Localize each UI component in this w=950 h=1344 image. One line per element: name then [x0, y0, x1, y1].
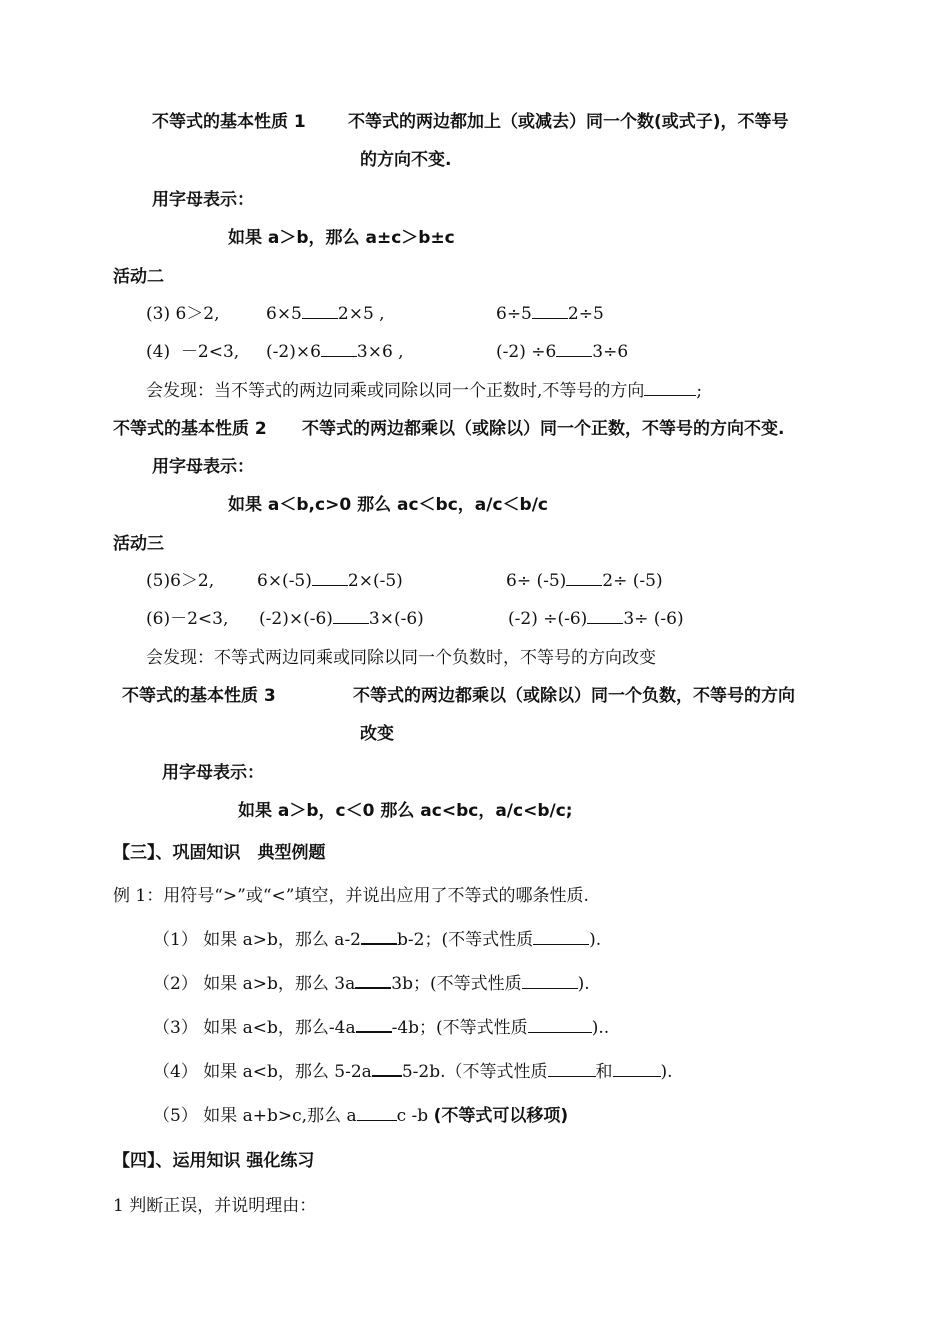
example-item-5 [153, 1105, 568, 1127]
prop2-letters-label: 用字母表示： [152, 457, 254, 477]
example-item-4 [153, 1061, 673, 1083]
answer-blank[interactable] [361, 929, 397, 945]
answer-blank[interactable] [357, 1106, 397, 1121]
answer-blank[interactable] [644, 381, 696, 396]
answer-blank[interactable] [613, 1062, 661, 1077]
prop1-text-cont: 的方向不变. [360, 150, 452, 170]
row3-b-right: 2×5 , [337, 304, 385, 324]
finding-end: ; [696, 381, 703, 401]
item-number: （4） [153, 1062, 198, 1082]
row6-a: (6)－2<3, [146, 609, 229, 629]
prop2-formula: 如果 a＜b,c>0 那么 ac＜bc，a/c＜b/c [228, 495, 549, 515]
item-number: （5） [153, 1106, 198, 1126]
example1-intro: 例 1：用符号“>”或“<”填空，并说出应用了不等式的哪条性质. [113, 886, 589, 906]
row4-b-right: 3×6 , [356, 342, 404, 362]
prop2-text: 不等式的两边都乘以（或除以）同一个正数，不等号的方向不变. [302, 419, 785, 439]
prop1-formula: 如果 a＞b，那么 a±c＞b±c [228, 228, 455, 248]
prop3-formula: 如果 a＞b，c＜0 那么 ac<bc，a/c<b/c; [238, 801, 573, 821]
row5-a: (5)6＞2, [146, 571, 215, 591]
row3-a: (3) 6＞2, [146, 304, 220, 324]
item-rest: c -b [396, 1106, 429, 1126]
prop1-text: 不等式的两边都加上（或减去）同一个数(或式子)，不等号 [348, 112, 789, 132]
row5-b [257, 570, 403, 592]
activity2-title: 活动二 [113, 267, 164, 287]
row4-c [496, 341, 628, 363]
row6-c [508, 608, 684, 630]
example-item-3 [153, 1017, 609, 1039]
item-end: ). [577, 974, 590, 994]
section3-heading: 【三】、巩固知识 典型例题 [113, 843, 326, 863]
item-mid: 和 [595, 1062, 613, 1082]
item-number: （1） [153, 930, 198, 950]
row5-c-left: 6÷ (-5) [506, 571, 567, 591]
answer-blank[interactable] [566, 571, 602, 586]
activity3-finding: 会发现：不等式两边同乘或同除以同一个负数时，不等号的方向改变 [146, 648, 656, 668]
activity2-finding [146, 380, 702, 402]
answer-blank[interactable] [356, 1017, 392, 1033]
finding-text: 会发现：当不等式的两边同乘或同除以同一个正数时,不等号的方向 [146, 381, 645, 401]
row5-c [506, 570, 663, 592]
item-number: （3） [153, 1018, 198, 1038]
item-note: (不等式可以移项) [433, 1106, 569, 1126]
row6-c-left: (-2) ÷(-6) [508, 609, 588, 629]
answer-blank[interactable] [312, 571, 348, 586]
row6-b [259, 608, 424, 630]
row4-c-left: (-2) ÷6 [496, 342, 557, 362]
item-rest: b-2；(不等式性质 [397, 930, 534, 950]
activity3-title: 活动三 [113, 534, 164, 554]
answer-blank[interactable] [355, 973, 391, 989]
example-item-2 [153, 973, 590, 995]
item-rest: 3b；(不等式性质 [391, 974, 522, 994]
answer-blank[interactable] [321, 342, 357, 357]
item-rest: -4b；(不等式性质 [391, 1018, 528, 1038]
item-condition: 如果 a+b>c,那么 a [203, 1106, 357, 1126]
example-item-1 [153, 929, 601, 951]
answer-blank[interactable] [302, 304, 338, 319]
answer-blank[interactable] [532, 304, 568, 319]
prop3-letters-label: 用字母表示： [162, 763, 264, 783]
row4-a: (4) －2<3, [146, 342, 240, 362]
row4-c-right: 3÷6 [592, 342, 629, 362]
row5-c-right: 2÷ (-5) [602, 571, 663, 591]
prop2-title: 不等式的基本性质 2 [113, 419, 267, 439]
section4-heading: 【四】、运用知识 强化练习 [113, 1151, 315, 1171]
prop3-text: 不等式的两边都乘以（或除以）同一个负数，不等号的方向 [353, 686, 795, 706]
prop3-title: 不等式的基本性质 3 [122, 686, 276, 706]
section4-question-1: 1 判断正误，并说明理由： [113, 1196, 317, 1216]
row3-c-left: 6÷5 [496, 304, 532, 324]
item-condition: 如果 a>b，那么 a-2 [203, 930, 361, 950]
row5-b-left: 6×(-5) [257, 571, 312, 591]
row5-b-right: 2×(-5) [347, 571, 403, 591]
item-rest: 5-2b.（不等式性质 [401, 1062, 548, 1082]
row6-b-right: 3×(-6) [368, 609, 424, 629]
answer-blank[interactable] [587, 609, 623, 624]
item-condition: 如果 a<b，那么 5-2a [203, 1062, 372, 1082]
answer-blank[interactable] [533, 930, 589, 945]
item-end: ). [589, 930, 602, 950]
answer-blank[interactable] [372, 1061, 402, 1077]
row4-b-left: (-2)×6 [266, 342, 321, 362]
row6-b-left: (-2)×(-6) [259, 609, 333, 629]
answer-blank[interactable] [528, 1018, 592, 1033]
item-end: ).. [591, 1018, 610, 1038]
row3-c [496, 303, 604, 325]
item-number: （2） [153, 974, 198, 994]
answer-blank[interactable] [333, 609, 369, 624]
answer-blank[interactable] [548, 1062, 596, 1077]
answer-blank[interactable] [522, 974, 578, 989]
row6-c-right: 3÷ (-6) [623, 609, 684, 629]
item-condition: 如果 a>b，那么 3a [203, 974, 356, 994]
prop3-text-cont: 改变 [360, 724, 394, 744]
answer-blank[interactable] [556, 342, 592, 357]
prop1-title: 不等式的基本性质 1 [152, 112, 306, 132]
row3-b-left: 6×5 [266, 304, 302, 324]
item-end: ). [660, 1062, 673, 1082]
prop1-letters-label: 用字母表示： [152, 190, 254, 210]
row4-b [266, 341, 404, 363]
row3-c-right: 2÷5 [567, 304, 604, 324]
row3-b [266, 303, 385, 325]
item-condition: 如果 a<b，那么-4a [203, 1018, 356, 1038]
